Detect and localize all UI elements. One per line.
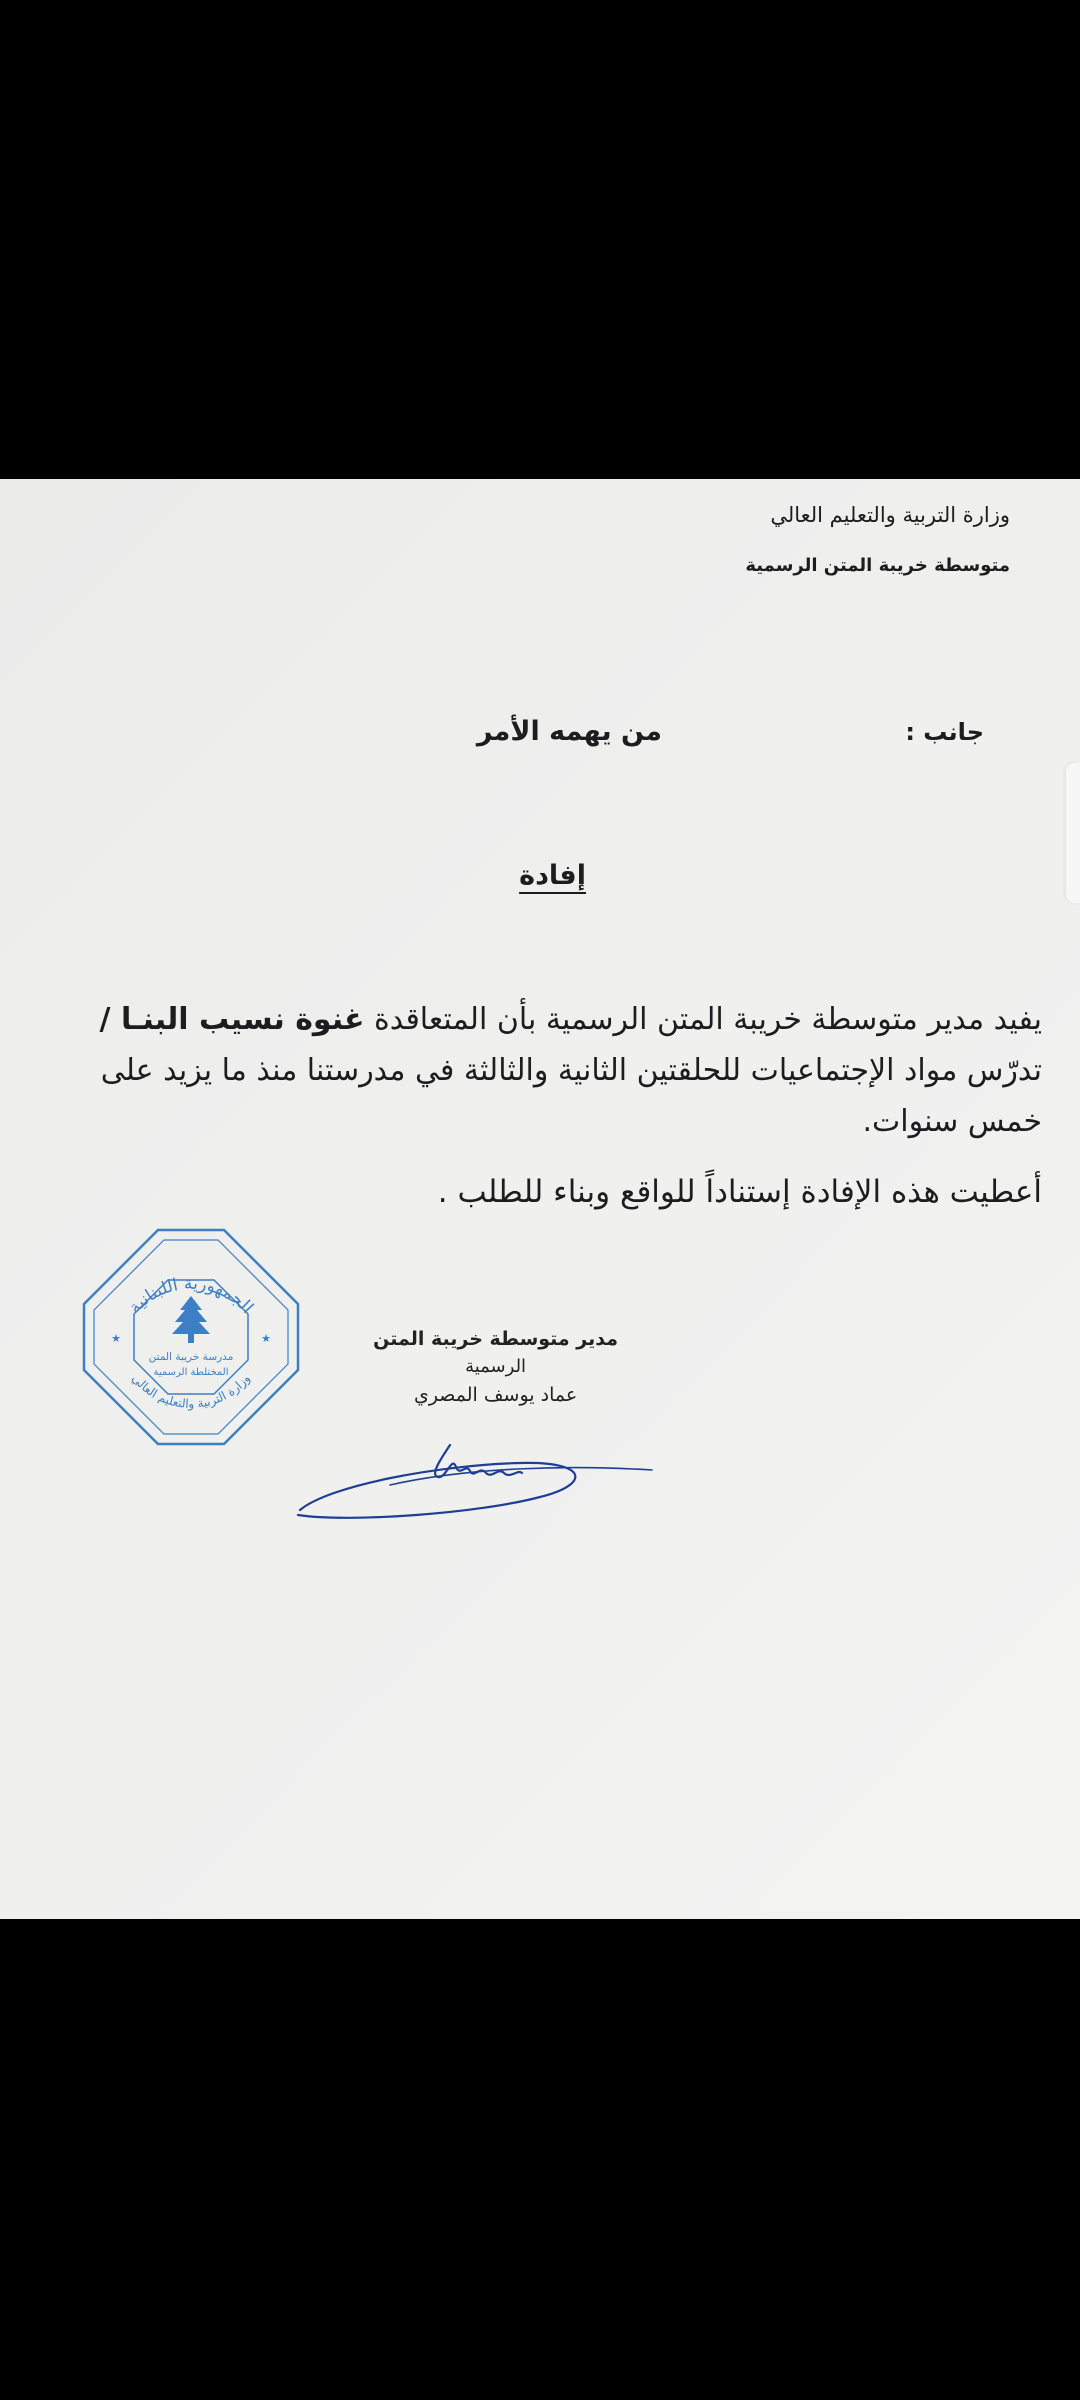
body-paragraph: [32, 994, 1042, 1147]
stamp-inner-line-2: المختلطة الرسمية: [153, 1367, 229, 1378]
body-text-start: يفيد مدير متوسطة خريبة المتن الرسمية بأن المتعاقدة: [364, 1002, 1042, 1037]
stamp-inner-line-1: مدرسة خريبة المتن: [148, 1351, 234, 1363]
official-stamp: [76, 1222, 306, 1452]
stamp-star-left-icon: ★: [111, 1332, 121, 1345]
cedar-icon: [172, 1296, 210, 1343]
signatory-title: مدير متوسطة خريبة المتن: [373, 1328, 618, 1350]
signature-block: [373, 1325, 618, 1409]
teacher-name: غنوة نسيب البنـا /: [99, 1002, 365, 1037]
addressee-label: جانب :: [905, 718, 984, 746]
signatory-subtitle: الرسمية: [465, 1356, 527, 1377]
stamp-bottom-text: وزارة التربية والتعليم العالي: [129, 1371, 253, 1411]
handwritten-signature: [290, 1415, 660, 1535]
edge-panel-handle[interactable]: [1066, 763, 1080, 903]
school-heading: متوسطة خريبة المتن الرسمية: [745, 555, 1010, 576]
closing-sentence: أعطيت هذه الإفادة إستناداً للواقع وبناء للطلب .: [437, 1174, 1042, 1210]
stamp-top-text: الجمهورية اللبنانية: [125, 1273, 258, 1318]
ministry-heading: وزارة التربية والتعليم العالي: [770, 503, 1010, 527]
document-title: إفادة: [519, 860, 586, 891]
signatory-name: عماد يوسف المصري: [413, 1384, 578, 1406]
body-text-end: تدرّس مواد الإجتماعيات للحلقتين الثانية والثالثة في مدرستنا منذ ما يزيد على خمس سنوات.: [100, 1053, 1042, 1139]
addressee-value: من يهمه الأمر: [476, 716, 662, 747]
stamp-star-right-icon: ★: [261, 1332, 271, 1345]
